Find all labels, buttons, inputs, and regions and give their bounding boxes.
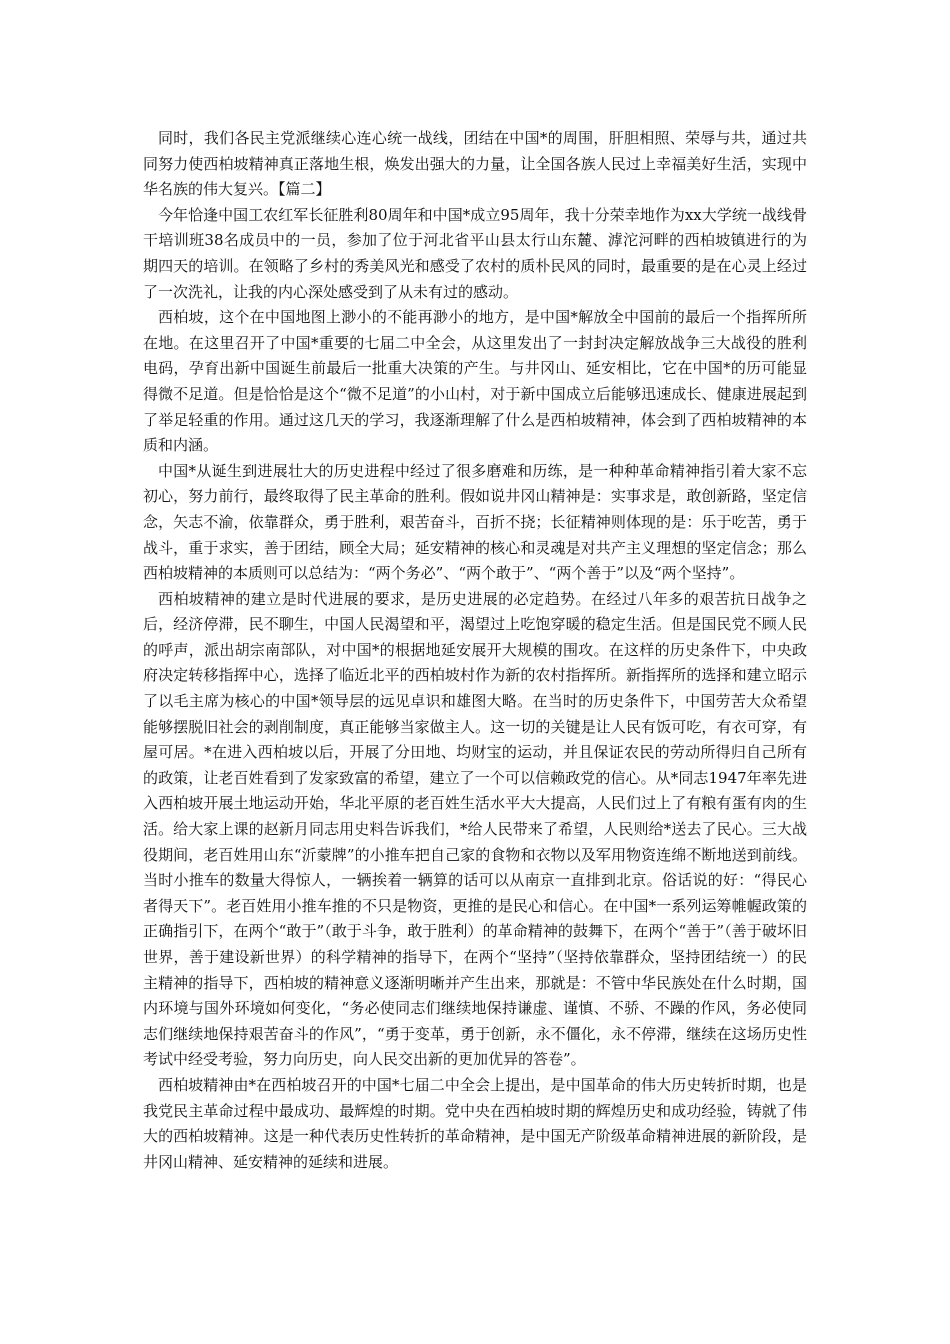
paragraph-1: 同时，我们各民主党派继续心连心统一战线，团结在中国*的周围，肝胆相照、荣辱与共，通过共同努力使西柏坡精神真正落地生根，焕发出强大的力量，让全国各族人民过上幸福美好生活，实现中华名族的伟大复兴。【篇二】	[143, 129, 807, 199]
paragraph-2: 今年恰逢中国工农红军长征胜利80周年和中国*成立95周年，我十分荣幸地作为xx大学统一战线骨干培训班38名成员中的一员，参加了位于河北省平山县太行山东麓、滹沱河畔的西柏坡镇进行的为期四天的培训。在领略了乡村的秀美风光和感受了农村的质朴民风的同时，最重要的是在心灵上经过了一次洗礼，让我的内心深处感受到了从未有过的感动。	[143, 205, 807, 301]
document-body	[143, 126, 807, 1175]
paragraph-6: 西柏坡精神由*在西柏坡召开的中国*七届二中全会上提出，是中国革命的伟大历史转折时期，也是我党民主革命过程中最成功、最辉煌的时期。党中央在西柏坡时期的辉煌历史和成功经验，铸就了伟大的西柏坡精神。这是一种代表历史性转折的革命精神，是中国无产阶级革命精神进展的新阶段，是井冈山精神、延安精神的延续和进展。	[143, 1075, 807, 1171]
paragraph-5: 西柏坡精神的建立是时代进展的要求，是历史进展的必定趋势。在经过八年多的艰苦抗日战争之后，经济停滞，民不聊生，中国人民渴望和平，渴望过上吃饱穿暖的稳定生活。但是国民党不顾人民的呼声，派出胡宗南部队，对中国*的根据地延安展开大规模的围攻。在这样的历史条件下，中央政府决定转移指挥中心，选择了临近北平的西柏坡村作为新的农村指挥所。新指挥所的选择和建立昭示了以毛主席为核心的中国*领导层的远见卓识和雄图大略。在当时的历史条件下，中国劳苦大众希望能够摆脱旧社会的剥削制度，真正能够当家做主人。这一切的关键是让人民有饭可吃，有衣可穿，有屋可居。*在进入西柏坡以后，开展了分田地、均财宝的运动，并且保证农民的劳动所得归自己所有的政策，让老百姓看到了发家致富的希望，建立了一个可以信赖政党的信心。从*同志1947年率先进入西柏坡开展土地运动开始，华北平原的老百姓生活水平大大提高，人民们过上了有粮有蛋有肉的生活。给大家上课的赵新月同志用史料告诉我们，*给人民带来了希望，人民则给*送去了民心。三大战役期间，老百姓用山东“沂蒙牌”的小推车把自己家的食物和衣物以及军用物资连绵不断地送到前线。当时小推车的数量大得惊人，一辆挨着一辆算的话可以从南京一直排到北京。俗话说的好：“得民心者得天下”。老百姓用小推车推的不只是物资，更推的是民心和信心。在中国*一系列运筹帷幄政策的正确指引下，在两个“敢于”（敢于斗争，敢于胜利）的革命精神的鼓舞下，在两个“善于”（善于破坏旧世界，善于建设新世界）的科学精神的指导下，在两个“坚持”（坚持依靠群众，坚持团结统一）的民主精神的指导下，西柏坡的精神意义逐渐明晰并产生出来，那就是：不管中华民族处在什么时期，国内环境与国外环境如何变化，“务必使同志们继续地保持谦虚、谨慎、不骄、不躁的作风，务必使同志们继续地保持艰苦奋斗的作风”，“勇于变革，勇于创新，永不僵化，永不停滞，继续在这场历史性考试中经受考验，努力向历史，向人民交出新的更加优异的答卷”。	[143, 589, 807, 1069]
paragraph-4: 中国*从诞生到进展壮大的历史进程中经过了很多磨难和历练，是一种种革命精神指引着大家不忘初心，努力前行，最终取得了民主革命的胜利。假如说井冈山精神是：实事求是，敢创新路，坚定信念，矢志不渝，依靠群众，勇于胜利，艰苦奋斗，百折不挠；长征精神则体现的是：乐于吃苦，勇于战斗，重于求实，善于团结，顾全大局；延安精神的核心和灵魂是对共产主义理想的坚定信念；那么西柏坡精神的本质则可以总结为：“两个务必”、“两个敢于”、“两个善于”以及“两个坚持”。	[143, 461, 807, 583]
paragraph-3: 西柏坡，这个在中国地图上渺小的不能再渺小的地方，是中国*解放全中国前的最后一个指挥所所在地。在这里召开了中国*重要的七届二中全会，从这里发出了一封封决定解放战争三大战役的胜利电码，孕育出新中国诞生前最后一批重大决策的产生。与井冈山、延安相比，它在中国*的历可能显得微不足道。但是恰恰是这个“微不足道”的小山村，对于新中国成立后能够迅速成长、健康进展起到了举足轻重的作用。通过这几天的学习，我逐渐理解了什么是西柏坡精神，体会到了西柏坡精神的本质和内涵。	[143, 308, 807, 455]
